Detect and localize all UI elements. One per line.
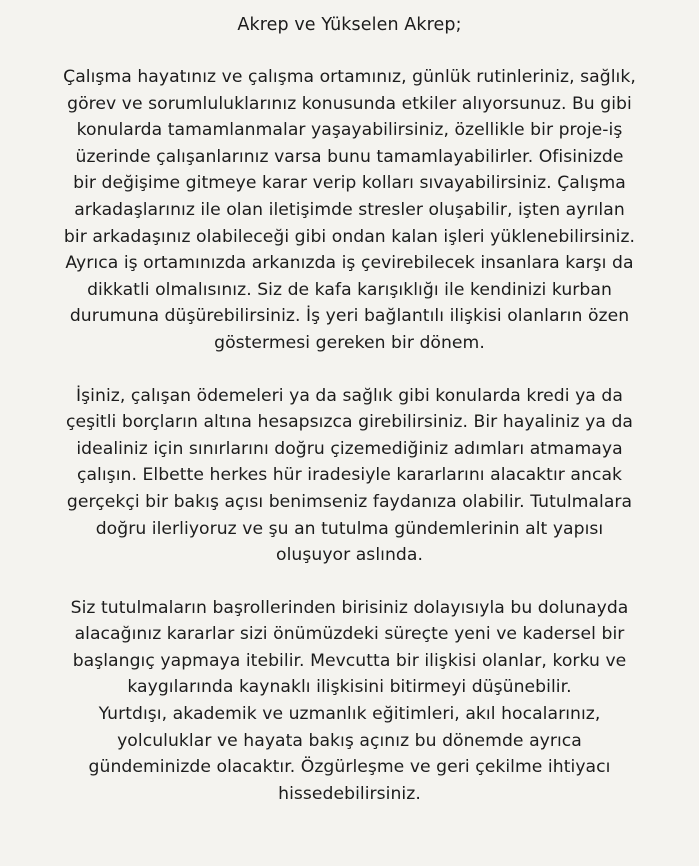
paragraph-finances — [8, 383, 691, 569]
text-line: oluşuyor aslında. — [276, 545, 423, 566]
text-line: Siz tutulmaların başrollerinden birisiniz dolayısıyla bu dolunayda — [70, 597, 629, 618]
text-line: alacağınız kararlar sizi önümüzdeki süreçte yeni ve kadersel bir — [74, 624, 625, 645]
text-line: konularda tamamlanmalar yaşayabilirsiniz, özellikle bir proje-iş — [76, 120, 623, 141]
text-line: üzerinde çalışanlarınız varsa bunu tamamlayabilirler. Ofisinizde — [75, 146, 624, 167]
text-line: Ayrıca iş ortamınızda arkanızda iş çevirebilecek insanlara karşı da — [65, 253, 634, 274]
text-line: başlangıç yapmaya itebilir. Mevcutta bir ilişkisi olanlar, korku ve — [72, 650, 627, 671]
document-title: Akrep ve Yükselen Akrep; — [237, 15, 462, 35]
paragraph-work-life — [8, 64, 691, 357]
text-line: yolculuklar ve hayata bakış açınız bu dönemde ayrıca — [117, 730, 582, 751]
text-line: bir arkadaşınız olabileceği gibi ondan kalan işleri yüklenebilirsiniz. — [63, 226, 636, 247]
text-line: Yurtdışı, akademik ve uzmanlık eğitimleri, akıl hocalarınız, — [98, 704, 601, 725]
text-line: gerçekçi bir bakış açısı benimseniz faydanıza olabilir. Tutulmalara — [66, 491, 633, 512]
text-line: arkadaşlarınız ile olan iletişimde stresler oluşabilir, işten ayrılan — [74, 199, 625, 220]
text-line: göstermesi gereken bir dönem. — [214, 332, 485, 353]
text-line: durumuna düşürebilirsiniz. İş yeri bağlantılı ilişkisi olanların özen — [69, 306, 630, 327]
text-line: çeşitli borçların altına hesapsızca girebilirsiniz. Bir hayaliniz ya da — [65, 412, 634, 433]
text-line: çalışın. Elbette herkes hür iradesiyle kararlarını alacaktır ancak — [76, 465, 623, 486]
text-line: hissedebilirsiniz. — [278, 783, 421, 804]
paragraph-eclipses — [8, 595, 691, 808]
text-line: Çalışma hayatınız ve çalışma ortamınız, günlük rutinleriniz, sağlık, — [63, 67, 636, 87]
text-line: görev ve sorumluluklarınız konusunda etkiler alıyorsunuz. Bu gibi — [67, 93, 632, 114]
text-line: kaygılarında kaynaklı ilişkisini bitirmeyi düşünebilir. — [127, 677, 572, 698]
text-line: doğru ilerliyoruz ve şu an tutulma gündemlerinin alt yapısı — [95, 518, 604, 539]
text-line: İşiniz, çalışan ödemeleri ya da sağlık gibi konularda kredi ya da — [76, 385, 623, 406]
text-line: bir değişime gitmeye karar verip kolları sıvayabilirsiniz. Çalışma — [73, 173, 626, 194]
text-line: idealiniz için sınırlarını doğru çizemediğiniz adımları atmamaya — [76, 438, 623, 459]
text-line: gündeminizde olacaktır. Özgürleşme ve geri çekilme ihtiyacı — [88, 757, 611, 778]
text-line: dikkatli olmalısınız. Siz de kafa karışıklığı ile kendinizi kurban — [87, 279, 612, 300]
